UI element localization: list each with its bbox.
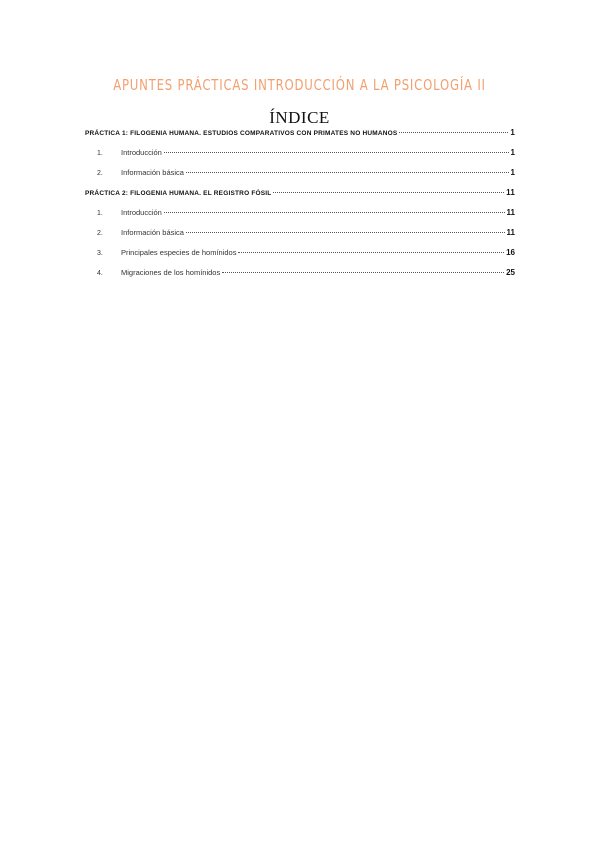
toc-entry-number: 2.: [97, 230, 103, 237]
toc-entry-p2-especies[interactable]: [85, 248, 515, 268]
toc-entry-number: 3.: [97, 250, 103, 257]
toc-page-number: 11: [506, 208, 515, 217]
toc-leader-dots: [222, 272, 504, 273]
toc-entry-text: Migraciones de los homínidos: [121, 268, 221, 277]
toc-entry-p1-introduccion[interactable]: [85, 148, 515, 168]
toc-entry-practica-2[interactable]: [85, 188, 515, 208]
toc-leader-dots: [238, 252, 504, 253]
toc-heading: ÍNDICE: [269, 108, 330, 127]
toc-page-number: 1: [510, 168, 515, 177]
toc-page-number: 1: [510, 128, 515, 137]
toc-leader-dots: [273, 192, 504, 193]
toc-entry-text: Introducción: [121, 208, 162, 217]
toc-leader-dots: [399, 132, 508, 133]
toc-entry-text: PRÁCTICA 1: FILOGENIA HUMANA. ESTUDIOS COMPARATIVOS CON PRIMATES NO HUMANOS: [85, 130, 398, 137]
toc-entry-text: Información básica: [121, 168, 184, 177]
toc-leader-dots: [186, 172, 509, 173]
toc-entry-p1-informacion-basica[interactable]: [85, 168, 515, 188]
toc-entry-number: 1.: [97, 210, 103, 217]
toc-leader-dots: [164, 152, 509, 153]
toc-page-number: 11: [506, 188, 515, 197]
table-of-contents: [85, 128, 515, 288]
toc-entry-number: 2.: [97, 170, 103, 177]
toc-entry-p2-introduccion[interactable]: [85, 208, 515, 228]
toc-entry-number: 4.: [97, 270, 103, 277]
toc-entry-p2-informacion-basica[interactable]: [85, 228, 515, 248]
toc-entry-p2-migraciones[interactable]: [85, 268, 515, 288]
toc-entry-text: PRÁCTICA 2: FILOGENIA HUMANA. EL REGISTRO FÓSIL: [85, 190, 272, 197]
toc-page-number: 11: [506, 228, 515, 237]
toc-leader-dots: [164, 212, 505, 213]
toc-entry-text: Introducción: [121, 148, 162, 157]
toc-entry-number: 1.: [97, 150, 103, 157]
toc-page-number: 1: [510, 148, 515, 157]
document-title: APUNTES PRÁCTICAS INTRODUCCIÓN A LA PSICOLOGÍA II: [113, 76, 486, 94]
toc-page-number: 16: [506, 248, 515, 257]
toc-entry-text: Principales especies de homínidos: [121, 248, 237, 257]
toc-entry-text: Información básica: [121, 228, 184, 237]
toc-leader-dots: [186, 232, 505, 233]
toc-page-number: 25: [506, 268, 515, 277]
toc-entry-practica-1[interactable]: [85, 128, 515, 148]
